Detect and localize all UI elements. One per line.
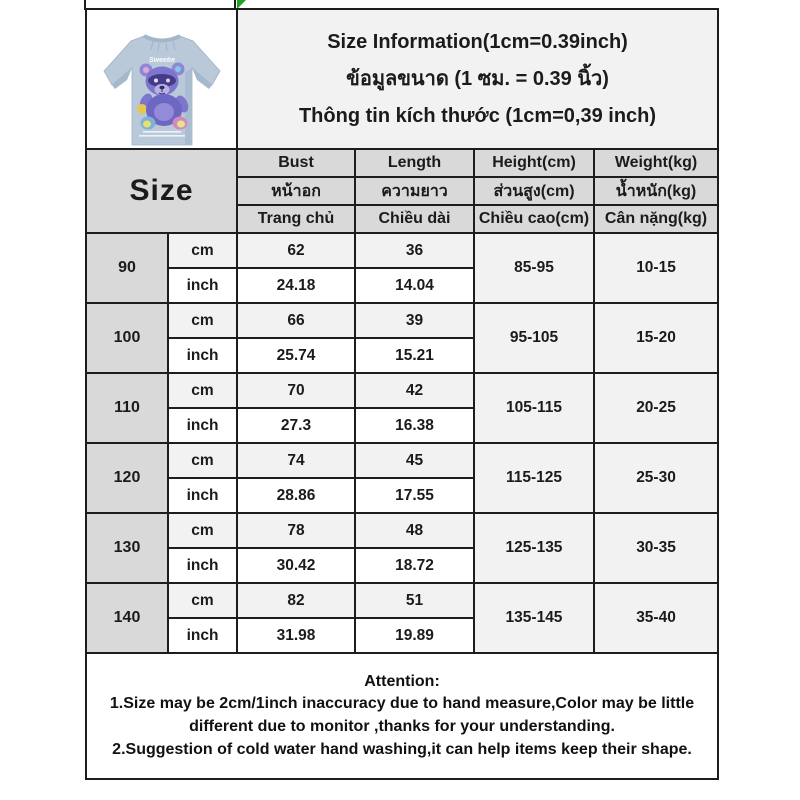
header-cell-weight-en: Weight(kg) bbox=[594, 149, 718, 177]
unit-inch-cell: inch bbox=[168, 618, 237, 653]
length-cm-cell: 51 bbox=[355, 583, 474, 618]
bust-cm-cell: 78 bbox=[237, 513, 355, 548]
header-cell-length-th: ความยาว bbox=[355, 177, 474, 205]
unit-inch-cell: inch bbox=[168, 268, 237, 303]
weight-range-cell: 20-25 bbox=[594, 373, 718, 443]
bust-cm-cell: 74 bbox=[237, 443, 355, 478]
height-range-cell: 135-145 bbox=[474, 583, 594, 653]
size-header-cell: Size bbox=[86, 149, 237, 233]
title-cell bbox=[237, 9, 718, 149]
header-cell-bust-th: หน้าอก bbox=[237, 177, 355, 205]
size-value-cell: 120 bbox=[86, 443, 168, 513]
length-cm-cell: 36 bbox=[355, 233, 474, 268]
size-value-cell: 130 bbox=[86, 513, 168, 583]
bust-inch-cell: 27.3 bbox=[237, 408, 355, 443]
size-value-cell: 110 bbox=[86, 373, 168, 443]
table-row bbox=[86, 303, 718, 338]
unit-cm-cell: cm bbox=[168, 513, 237, 548]
title-line-en: Size Information(1cm=0.39inch) bbox=[327, 30, 628, 53]
header-cell-height-en: Height(cm) bbox=[474, 149, 594, 177]
size-value-cell: 140 bbox=[86, 583, 168, 653]
title-line-vi: Thông tin kích thước (1cm=0,39 inch) bbox=[298, 104, 657, 127]
bust-cm-cell: 66 bbox=[237, 303, 355, 338]
bust-inch-cell: 28.86 bbox=[237, 478, 355, 513]
unit-inch-cell: inch bbox=[168, 548, 237, 583]
attention-row bbox=[86, 653, 718, 779]
bust-inch-cell: 25.74 bbox=[237, 338, 355, 373]
column-header-row-en bbox=[86, 149, 718, 177]
height-range-cell: 85-95 bbox=[474, 233, 594, 303]
weight-range-cell: 15-20 bbox=[594, 303, 718, 373]
bust-cm-cell: 70 bbox=[237, 373, 355, 408]
length-cm-cell: 39 bbox=[355, 303, 474, 338]
attention-note-2: 2.Suggestion of cold water hand washing,it can help items keep their shape. bbox=[112, 740, 692, 758]
header-cell-weight-th: น้ำหนัก(kg) bbox=[594, 177, 718, 205]
header-cell-weight-vi: Cân nặng(kg) bbox=[594, 205, 718, 233]
height-range-cell: 125-135 bbox=[474, 513, 594, 583]
weight-range-cell: 10-15 bbox=[594, 233, 718, 303]
unit-inch-cell: inch bbox=[168, 478, 237, 513]
header-cell-bust-en: Bust bbox=[237, 149, 355, 177]
photo-title-row bbox=[86, 9, 718, 149]
bust-cm-cell: 62 bbox=[237, 233, 355, 268]
bust-cm-cell: 82 bbox=[237, 583, 355, 618]
svg-text:Sweetie: Sweetie bbox=[148, 57, 176, 64]
table-row bbox=[86, 233, 718, 268]
product-photo-cell bbox=[86, 9, 237, 149]
tshirt-image bbox=[87, 10, 237, 148]
length-cm-cell: 42 bbox=[355, 373, 474, 408]
size-chart-table bbox=[85, 8, 719, 780]
attention-cell bbox=[86, 653, 718, 779]
header-cell-bust-vi: Trang chủ bbox=[237, 205, 355, 233]
length-inch-cell: 18.72 bbox=[355, 548, 474, 583]
unit-cm-cell: cm bbox=[168, 233, 237, 268]
unit-cm-cell: cm bbox=[168, 583, 237, 618]
height-range-cell: 115-125 bbox=[474, 443, 594, 513]
length-inch-cell: 17.55 bbox=[355, 478, 474, 513]
height-range-cell: 105-115 bbox=[474, 373, 594, 443]
attention-heading: Attention: bbox=[364, 672, 440, 690]
table-row bbox=[86, 443, 718, 478]
length-inch-cell: 14.04 bbox=[355, 268, 474, 303]
header-cell-height-th: ส่วนสูง(cm) bbox=[474, 177, 594, 205]
size-value-cell: 90 bbox=[86, 233, 168, 303]
weight-range-cell: 30-35 bbox=[594, 513, 718, 583]
size-value-cell: 100 bbox=[86, 303, 168, 373]
header-cell-height-vi: Chiều cao(cm) bbox=[474, 205, 594, 233]
title-line-th: ข้อมูลขนาด (1 ซม. = 0.39 นิ้ว) bbox=[346, 67, 609, 90]
table-row bbox=[86, 373, 718, 408]
unit-cm-cell: cm bbox=[168, 303, 237, 338]
length-cm-cell: 45 bbox=[355, 443, 474, 478]
length-inch-cell: 16.38 bbox=[355, 408, 474, 443]
bust-inch-cell: 30.42 bbox=[237, 548, 355, 583]
length-cm-cell: 48 bbox=[355, 513, 474, 548]
unit-cm-cell: cm bbox=[168, 443, 237, 478]
weight-range-cell: 25-30 bbox=[594, 443, 718, 513]
unit-cm-cell: cm bbox=[168, 373, 237, 408]
length-inch-cell: 15.21 bbox=[355, 338, 474, 373]
header-cell-length-en: Length bbox=[355, 149, 474, 177]
weight-range-cell: 35-40 bbox=[594, 583, 718, 653]
bust-inch-cell: 24.18 bbox=[237, 268, 355, 303]
table-row bbox=[86, 513, 718, 548]
bear-graphic bbox=[137, 57, 191, 137]
length-inch-cell: 19.89 bbox=[355, 618, 474, 653]
bust-inch-cell: 31.98 bbox=[237, 618, 355, 653]
attention-note-1: 1.Size may be 2cm/1inch inaccuracy due to hand measure,Color may be little different due to monitor ,thanks for your understanding. bbox=[109, 695, 695, 735]
height-range-cell: 95-105 bbox=[474, 303, 594, 373]
header-cell-length-vi: Chiều dài bbox=[355, 205, 474, 233]
unit-inch-cell: inch bbox=[168, 408, 237, 443]
table-row bbox=[86, 583, 718, 618]
unit-inch-cell: inch bbox=[168, 338, 237, 373]
